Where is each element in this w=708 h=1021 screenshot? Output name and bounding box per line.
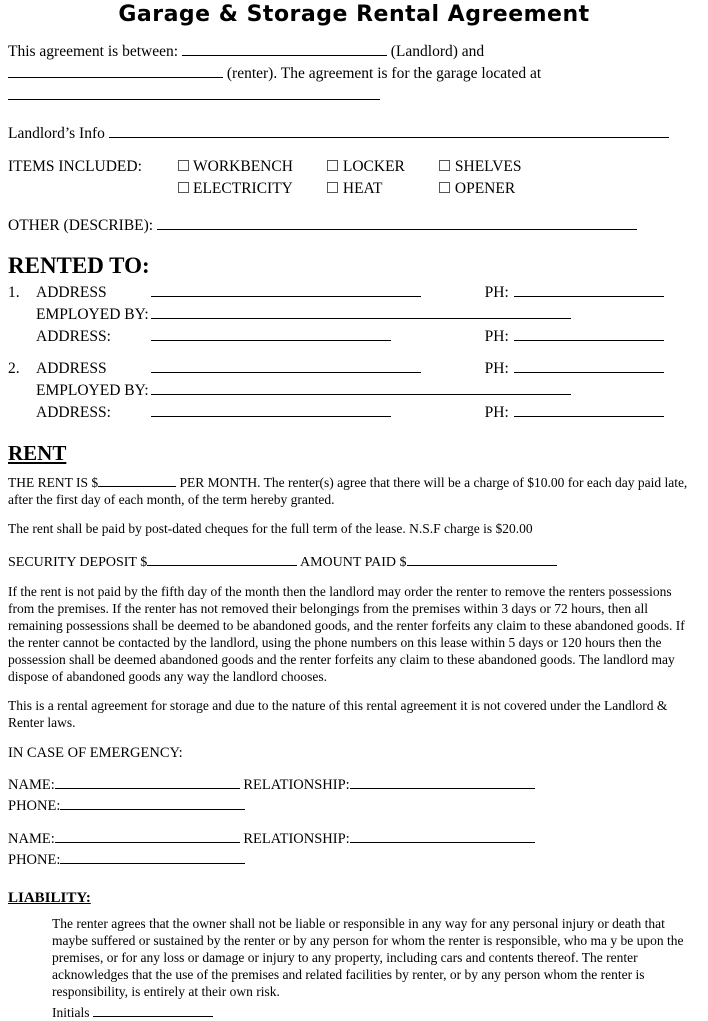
document-page [0,2,708,1020]
emergency-2-name-label: NAME: [8,831,55,847]
renter-2-address-blank[interactable] [151,358,421,373]
rent-late-text: PER MONTH. The renter(s) agree that there will be a charge of $10.00 for each day paid late, [179,475,688,490]
amount-paid-label: AMOUNT PAID $ [299,555,407,570]
label-locker: LOCKER [342,158,405,175]
renter-2-address-row [8,357,700,379]
checkbox-locker[interactable] [323,157,343,179]
label-heat: HEAT [342,180,383,197]
checkbox-workbench[interactable] [173,157,193,179]
checkbox-opener[interactable] [435,179,455,201]
renter-2-ph2-label: PH: [484,404,509,421]
items-row-2 [8,179,552,201]
checkbox-heat[interactable] [323,179,343,201]
rented-to-section [8,281,700,423]
landlord-info-blank[interactable] [109,123,669,138]
intro-text-3: (renter). The agreement is for the garage located at [226,65,542,82]
emergency-1-relationship-blank[interactable] [350,774,535,789]
storage-agreement-paragraph: This is a rental agreement for storage and due to the nature of this rental agreement it is not covered under the Landlord & Renter laws. [8,698,668,730]
checkbox-icon [178,182,189,193]
garage-location-blank[interactable] [8,85,380,100]
label-opener: OPENER [454,180,516,197]
initials-blank[interactable] [93,1002,213,1017]
emergency-1-name-blank[interactable] [55,774,240,789]
renter-1-address2-label: ADDRESS: [36,328,111,345]
renter-1-address2-row [8,325,700,347]
rent-amount-blank[interactable] [98,472,176,487]
checkbox-icon [439,160,450,171]
emergency-1-phone-label: PHONE: [8,798,61,814]
items-included-section [8,157,700,201]
emergency-1-relationship-label: RELATIONSHIP: [243,777,350,793]
renter-1-ph-blank[interactable] [514,282,664,297]
renter-2-employed-blank[interactable] [151,380,571,395]
renter-1-address-blank[interactable] [151,282,421,297]
emergency-2-name-blank[interactable] [55,828,240,843]
renter-2-ph-label: PH: [484,360,509,377]
renter-1-ph2-blank[interactable] [514,326,664,341]
checkbox-icon [327,182,338,193]
renter-2-employed-label: EMPLOYED BY: [36,382,149,399]
emergency-contact-1 [8,774,700,816]
security-deposit-row [8,551,700,571]
checkbox-icon [327,160,338,171]
emergency-2-phone-blank[interactable] [60,849,245,864]
other-describe-label: OTHER (DESCRIBE): [8,217,154,234]
emergency-1-phone-blank[interactable] [60,795,245,810]
items-row-1 [8,157,552,179]
liability-heading: LIABILITY: [8,890,91,906]
emergency-2-relationship-blank[interactable] [350,828,535,843]
renter-1-address-row [8,281,700,303]
rented-to-heading: RENTED TO: [8,253,150,278]
renter-2-address-label: ADDRESS [36,360,107,377]
renter-2-address2-blank[interactable] [151,402,391,417]
renter-1-address2-blank[interactable] [151,326,391,341]
rent-is-label: THE RENT IS $ [8,475,99,490]
intro-paragraph [8,41,700,107]
label-electricity: ELECTRICITY [193,180,293,197]
initials-label: Initials [52,1005,90,1020]
other-describe-blank[interactable] [157,215,637,230]
security-deposit-blank[interactable] [147,551,297,566]
renter-2-number: 2. [8,360,20,377]
renter-2-address2-label: ADDRESS: [36,404,111,421]
intro-text-2: (Landlord) and [390,43,485,60]
renter-2-ph2-blank[interactable] [514,402,664,417]
liability-paragraph: The renter agrees that the owner shall not be liable or responsible in any way for any personal injury or death that maybe suffered or sustained by the renter or by any person for whom the renter is responsible, who ma y be upon the premises, or for any loss or damage or injury to any property, including cars and contents thereof. The renter acknowledges that the use of the premises and related facilities by renter, or by any person whom the renter is responsibility, is entirely at their own risk. [52,916,684,999]
rent-amount-paragraph [8,472,700,508]
renter-2-ph-blank[interactable] [514,358,664,373]
checkbox-electricity[interactable] [173,179,193,201]
landlord-info-row [8,123,700,143]
label-workbench: WORKBENCH [193,158,293,175]
security-deposit-label: SECURITY DEPOSIT $ [8,555,148,570]
renter-2-address2-row [8,401,700,423]
renter-1-employed-row [8,303,700,325]
checkbox-icon [439,182,450,193]
renter-1-ph2-label: PH: [484,328,509,345]
rent-cheques-paragraph: The rent shall be paid by post-dated cheques for the full term of the lease. N.S.F charge is $20.00 [8,521,533,536]
late-payment-paragraph: If the rent is not paid by the fifth day of the month then the landlord may order the renter to remove the renters possessions from the premises. If the renter has not removed their belongings from the premises within 3 days or 72 hours, then all remaining possessions shall be deemed to be abandoned goods, and the renter forfeits any claim to these abandoned goods. If the renter cannot be contacted by the landlord, using the phone numbers on this lease within 5 days or 120 hours then the possession shall be deemed abandoned goods and the renter forfeits any claim to these abandoned goods. The landlord may dispose of abandoned goods any way the landlord chooses. [8,584,685,684]
label-shelves: SHELVES [454,158,522,175]
items-included-label: ITEMS INCLUDED: [8,158,142,175]
renter-2-employed-row [8,379,700,401]
checkbox-shelves[interactable] [435,157,455,179]
rent-heading: RENT [8,441,67,465]
renter-1-employed-blank[interactable] [151,304,571,319]
intro-text-1: This agreement is between: [8,43,179,60]
renter-1-employed-label: EMPLOYED BY: [36,306,149,323]
amount-paid-blank[interactable] [407,551,557,566]
emergency-1-name-label: NAME: [8,777,55,793]
renter-1-address-label: ADDRESS [36,284,107,301]
checkbox-icon [178,160,189,171]
renter-1-ph-label: PH: [484,284,509,301]
emergency-2-phone-label: PHONE: [8,852,61,868]
other-describe-row [8,215,700,235]
renter-1-number: 1. [8,284,20,301]
landlord-name-blank[interactable] [182,41,387,56]
emergency-label: IN CASE OF EMERGENCY: [8,745,183,761]
emergency-contact-2 [8,828,700,870]
page-title: Garage & Storage Rental Agreement [118,2,590,27]
emergency-2-relationship-label: RELATIONSHIP: [243,831,350,847]
rent-line2-text: after the first day of each month, of the term hereby granted. [8,492,335,507]
renter-name-blank[interactable] [8,63,223,78]
landlord-info-label: Landlord’s Info [8,125,105,142]
